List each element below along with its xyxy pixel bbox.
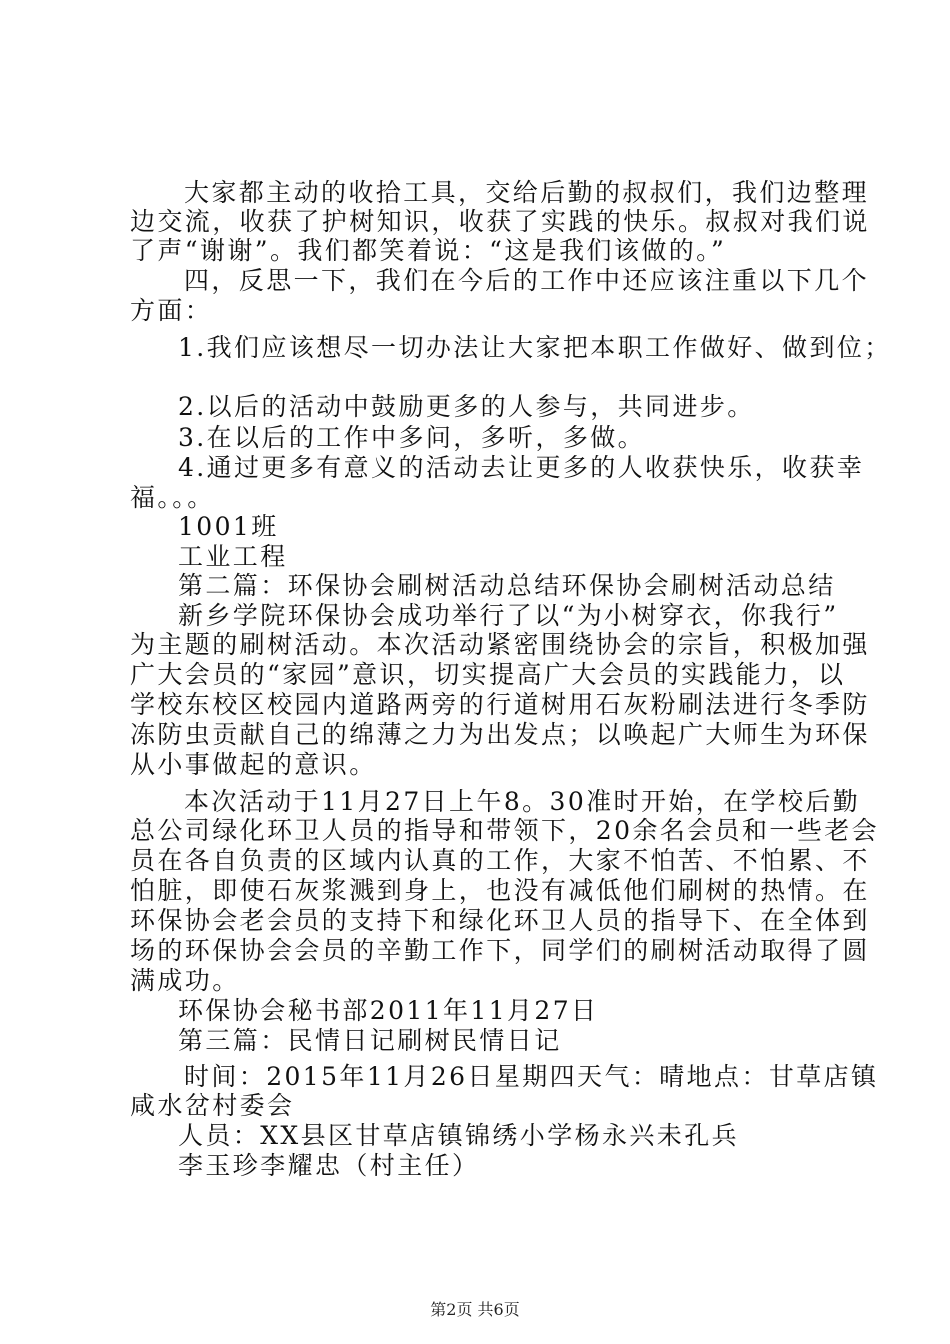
paragraph-line: 新乡学院环保协会成功举行了以“为小树穿衣，你我行”: [178, 601, 839, 630]
major-label: 工业工程: [178, 542, 288, 571]
paragraph-line: 满成功。: [130, 966, 240, 995]
paragraph-line: 边交流，收获了护树知识，收获了实践的快乐。叔叔对我们说: [130, 207, 870, 236]
paragraph-line: 怕脏，即使石灰浆溅到身上，也没有减低他们刷树的热情。在: [130, 876, 870, 905]
paragraph-line: 四，反思一下，我们在今后的工作中还应该注重以下几个: [184, 266, 870, 295]
list-item: 3.在以后的工作中多问，多听，多做。: [178, 423, 646, 452]
paragraph-line: 冻防虫贡献自己的绵薄之力为出发点；以唤起广大师生为环保: [130, 720, 870, 749]
paragraph-line: 时间：2015年11月26日星期四天气：晴地点：甘草店镇: [184, 1062, 879, 1091]
paragraph-line: 福。。。: [130, 483, 215, 512]
section-heading: 第二篇：环保协会刷树活动总结环保协会刷树活动总结: [178, 571, 836, 600]
class-label: 1001班: [178, 512, 279, 541]
paragraph-line: 总公司绿化环卫人员的指导和带领下，20余名会员和一些老会: [130, 816, 880, 845]
paragraph-line: 广大会员的“家园”意识，切实提高广大会员的实践能力，以: [130, 660, 846, 689]
list-item: 2.以后的活动中鼓励更多的人参与，共同进步。: [178, 392, 755, 421]
paragraph-line: 环保协会老会员的支持下和绿化环卫人员的指导下、在全体到: [130, 906, 870, 935]
paragraph-line: 方面：: [130, 296, 213, 325]
list-item: 1.我们应该想尽一切办法让大家把本职工作做好、做到位；: [178, 333, 892, 362]
paragraph-line: 李玉珍李耀忠（村主任）: [178, 1151, 480, 1180]
paragraph-line: 本次活动于11月27日上午8。30准时开始，在学校后勤: [184, 787, 861, 816]
section-heading: 第三篇：民情日记刷树民情日记: [178, 1026, 562, 1055]
paragraph-line: 大家都主动的收拾工具，交给后勤的叔叔们，我们边整理: [184, 178, 870, 207]
paragraph-line: 从小事做起的意识。: [130, 750, 377, 779]
list-item: 4.通过更多有意义的活动去让更多的人收获快乐，收获幸: [178, 453, 865, 482]
paragraph-line: 人员：XX县区甘草店镇锦绣小学杨永兴未孔兵: [178, 1121, 739, 1150]
page-footer: 第2页 共6页: [430, 1300, 520, 1319]
paragraph-line: 场的环保协会会员的辛勤工作下，同学们的刷树活动取得了圆: [130, 936, 870, 965]
paragraph-line: 学校东校区校园内道路两旁的行道树用石灰粉刷法进行冬季防: [130, 690, 870, 719]
signature-line: 环保协会秘书部2011年11月27日: [178, 996, 599, 1025]
paragraph-line: 为主题的刷树活动。本次活动紧密围绕协会的宗旨，积极加强: [130, 630, 870, 659]
paragraph-line: 了声“谢谢”。我们都笑着说：“这是我们该做的。”: [130, 236, 727, 265]
paragraph-line: 员在各自负责的区域内认真的工作，大家不怕苦、不怕累、不: [130, 846, 870, 875]
paragraph-line: 咸水岔村委会: [130, 1091, 295, 1120]
